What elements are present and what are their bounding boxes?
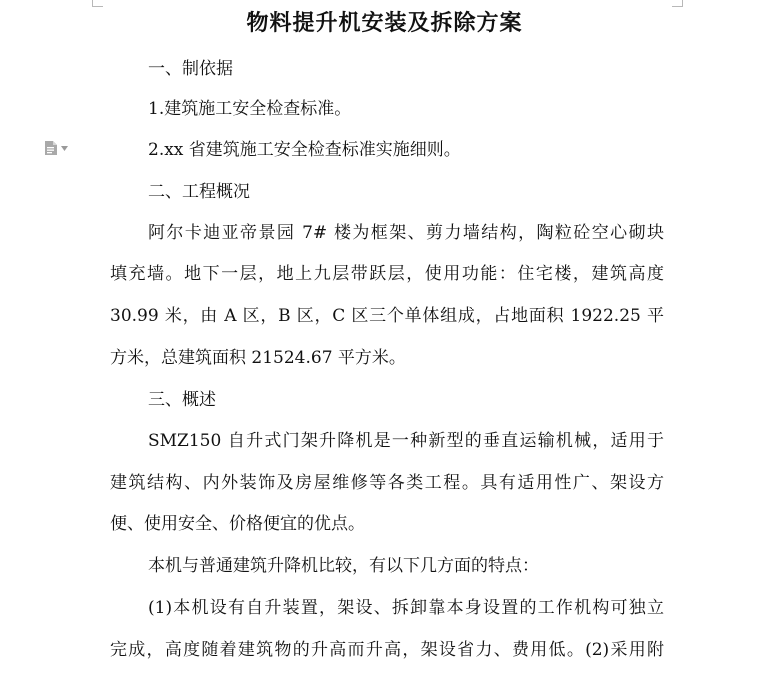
document-title: 物料提升机安装及拆除方案	[246, 10, 523, 36]
caret-down-icon	[61, 146, 68, 151]
summary-line-2: 建筑结构、内外装饰及房屋维修等各类工程。具有适用性广、架设方	[110, 473, 664, 493]
document-icon	[44, 140, 58, 156]
section-heading-overview: 二、工程概况	[148, 182, 250, 202]
section-heading-basis: 一、制依据	[148, 59, 233, 79]
overview-line-2: 填充墙。地下一层，地上九层带跃层，使用功能：住宅楼，建筑高度	[110, 264, 664, 284]
overview-line-4: 方米，总建筑面积 21524.67 平方米。	[110, 348, 406, 368]
summary-line-3: 便、使用安全、价格便宜的优点。	[110, 514, 365, 534]
paragraph-options[interactable]	[44, 140, 68, 156]
section-heading-summary: 三、概述	[148, 390, 216, 410]
summary-line-1: SMZ150 自升式门架升降机是一种新型的垂直运输机械，适用于	[148, 431, 664, 451]
basis-item-1: 1.建筑施工安全检查标准。	[148, 99, 352, 119]
feature-line-1: (1)本机设有自升装置，架设、拆卸靠本身设置的工作机构可独立	[148, 598, 664, 618]
basis-item-2: 2.xx 省建筑施工安全检查标准实施细则。	[148, 140, 461, 160]
overview-line-1: 阿尔卡迪亚帝景园 7# 楼为框架、剪力墙结构，陶粒砼空心砌块	[148, 223, 664, 243]
overview-line-3: 30.99 米，由 A 区，B 区，C 区三个单体组成，占地面积 1922.25 平	[110, 306, 664, 326]
features-intro: 本机与普通建筑升降机比较，有以下几方面的特点：	[148, 556, 539, 576]
feature-line-2: 完成，高度随着建筑物的升高而升高，架设省力、费用低。(2)采用附	[110, 640, 664, 660]
